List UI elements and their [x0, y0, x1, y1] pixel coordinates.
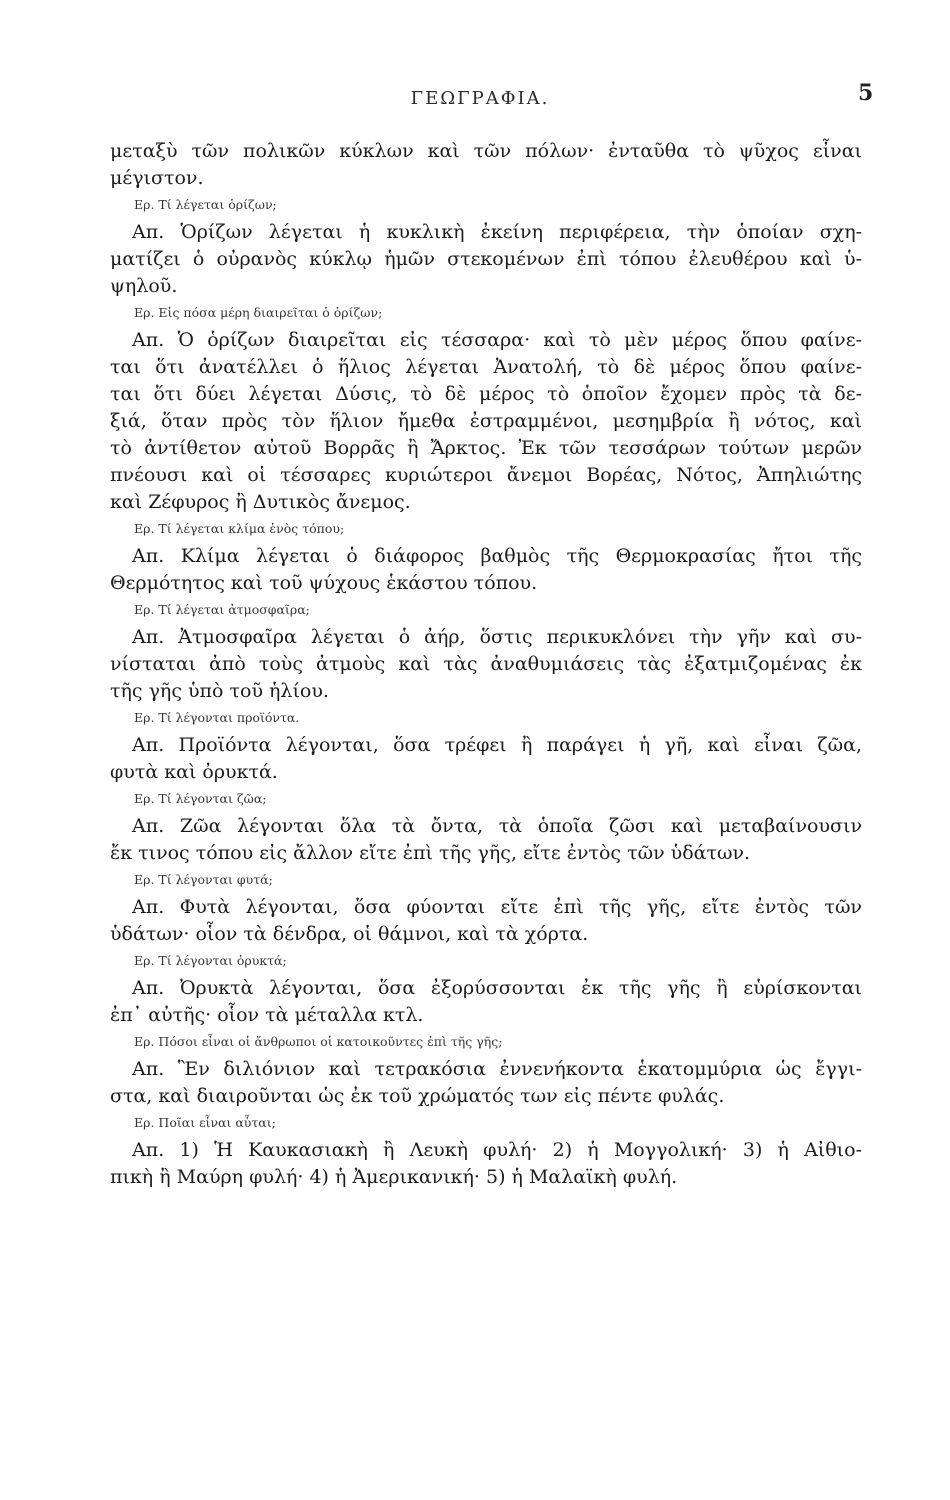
text-line: ψηλοῦ.	[110, 275, 178, 297]
answer	[110, 894, 862, 948]
text-line: ξιά, ὅταν πρὸς τὸν ἥλιον ἤμεθα ἐστραμμένοι, μεσημβρία ἢ νότος, καὶ	[110, 410, 862, 432]
question: Ερ. Τί λέγεται κλίμα ἑνὸς τόπου;	[134, 521, 345, 536]
text-line: Απ. Ἓν διλιόνιον καὶ τετρακόσια ἐννενήκοντα ἑκατομμύρια ὡς ἔγγι-	[132, 1058, 862, 1080]
question: Ερ. Τί λέγεται ἀτμοσφαῖρα;	[134, 602, 310, 617]
text-line: νίσταται ἀπὸ τοὺς ἀτμοὺς καὶ τὰς ἀναθυμιάσεις τὰς ἐξατμιζομένας ἐκ	[110, 653, 862, 675]
question: Ερ. Πόσοι εἶναι οἱ ἄνθρωποι οἱ κατοικοῦντες ἐπὶ τῆς γῆς;	[134, 1034, 503, 1049]
text-line: ἐπ᾽ αὐτῆς· οἷον τὰ μέταλλα κτλ.	[110, 1004, 424, 1026]
page-body	[110, 138, 862, 1193]
text-line: ἔκ τινος τόπου εἰς ἄλλον εἴτε ἐπὶ τῆς γῆς, εἴτε ἐντὸς τῶν ὑδάτων.	[110, 842, 751, 864]
page-number: 5	[858, 80, 874, 106]
text-line: στα, καὶ διαιροῦνται ὡς ἐκ τοῦ χρώματός των εἰς πέντε φυλάς.	[110, 1085, 725, 1107]
text-line: Απ. 1) Ἡ Καυκασιακὴ ἢ Λευκὴ φυλή· 2) ἡ Μογγολική· 3) ἡ Αἰθιο-	[132, 1139, 862, 1161]
answer	[110, 975, 862, 1029]
text-line: καὶ Ζέφυρος ἢ Δυτικὸς ἄνεμος.	[110, 491, 411, 513]
text-line: Απ. Ἀτμοσφαῖρα λέγεται ὁ ἀήρ, ὅστις περικυκλόνει τὴν γῆν καὶ συ-	[132, 626, 862, 648]
text-line: Απ. Προϊόντα λέγονται, ὅσα τρέφει ἢ παράγει ἡ γῆ, καὶ εἶναι ζῶα,	[132, 734, 862, 756]
text-line: ματίζει ὁ οὐρανὸς κύκλῳ ἡμῶν στεκομένων ἐπὶ τόπου ἐλευθέρου καὶ ὑ-	[110, 248, 862, 270]
text-line: Απ. Ὀρυκτὰ λέγονται, ὅσα ἐξορύσσονται ἐκ τῆς γῆς ἢ εὑρίσκονται	[132, 977, 862, 999]
question: Ερ. Τί λέγονται ζῶα;	[134, 791, 267, 806]
text-line: πικὴ ἢ Μαύρη φυλή· 4) ἡ Ἀμερικανική· 5) ἡ Μαλαϊκὴ φυλή.	[110, 1166, 678, 1188]
text-line: ται ὅτι ἀνατέλλει ὁ ἥλιος λέγεται Ἀνατολή, τὸ δὲ μέρος ὅπου φαίνε-	[110, 356, 862, 378]
running-head: ΓΕΩΓΡΑΦΙΑ.	[410, 88, 550, 109]
answer	[110, 327, 862, 516]
text-line: μέγιστον.	[110, 167, 204, 189]
text-line: Απ. Ὁ ὁρίζων διαιρεῖται εἰς τέσσαρα· καὶ τὸ μὲν μέρος ὅπου φαίνε-	[132, 329, 862, 351]
answer	[110, 813, 862, 867]
answer	[110, 543, 862, 597]
text-line: Απ. Ὁρίζων λέγεται ἡ κυκλικὴ ἐκείνη περιφέρεια, τὴν ὁποίαν σχη-	[132, 221, 862, 243]
text-line: ται ὅτι δύει λέγεται Δύσις, τὸ δὲ μέρος τὸ ὁποῖον ἔχομεν πρὸς τὰ δε-	[110, 383, 862, 405]
question: Ερ. Τί λέγονται ὀρυκτά;	[134, 953, 287, 968]
question: Ερ. Ποῖαι εἶναι αὗται;	[134, 1115, 276, 1130]
text-line: ὑδάτων· οἷον τὰ δένδρα, οἱ θάμνοι, καὶ τὰ χόρτα.	[110, 923, 589, 945]
intro-paragraph	[110, 138, 862, 192]
text-line: πνέουσι καὶ οἱ τέσσαρες κυριώτεροι ἄνεμοι Βορέας, Νότος, Ἀπηλιώτης	[110, 464, 862, 486]
text-line: Απ. Φυτὰ λέγονται, ὅσα φύονται εἴτε ἐπὶ τῆς γῆς, εἴτε ἐντὸς τῶν	[132, 896, 862, 918]
question: Ερ. Τί λέγεται ὁρίζων;	[134, 197, 277, 212]
text-line: φυτὰ καὶ ὀρυκτά.	[110, 761, 278, 783]
answer	[110, 1137, 862, 1191]
text-line: Απ. Ζῶα λέγονται ὅλα τὰ ὄντα, τὰ ὁποῖα ζῶσι καὶ μεταβαίνουσιν	[132, 815, 862, 837]
text-line: τῆς γῆς ὑπὸ τοῦ ἡλίου.	[110, 680, 329, 702]
answer	[110, 624, 862, 705]
answer	[110, 1056, 862, 1110]
text-line: Απ. Κλίμα λέγεται ὁ διάφορος βαθμὸς τῆς Θερμοκρασίας ἤτοι τῆς	[132, 545, 862, 567]
question: Ερ. Εἰς πόσα μέρη διαιρεῖται ὁ ὁρίζων;	[134, 305, 383, 320]
text-line: τὸ ἀντίθετον αὐτοῦ Βορρᾶς ἢ Ἄρκτος. Ἐκ τῶν τεσσάρων τούτων μερῶν	[110, 437, 862, 459]
text-line: μεταξὺ τῶν πολικῶν κύκλων καὶ τῶν πόλων· ἐνταῦθα τὸ ψῦχος εἶναι	[110, 140, 862, 162]
answer	[110, 732, 862, 786]
text-line: Θερμότητος καὶ τοῦ ψύχους ἑκάστου τόπου.	[110, 572, 538, 594]
question: Ερ. Τί λέγονται προϊόντα.	[134, 710, 300, 725]
question: Ερ. Τί λέγονται φυτά;	[134, 872, 273, 887]
answer	[110, 219, 862, 300]
